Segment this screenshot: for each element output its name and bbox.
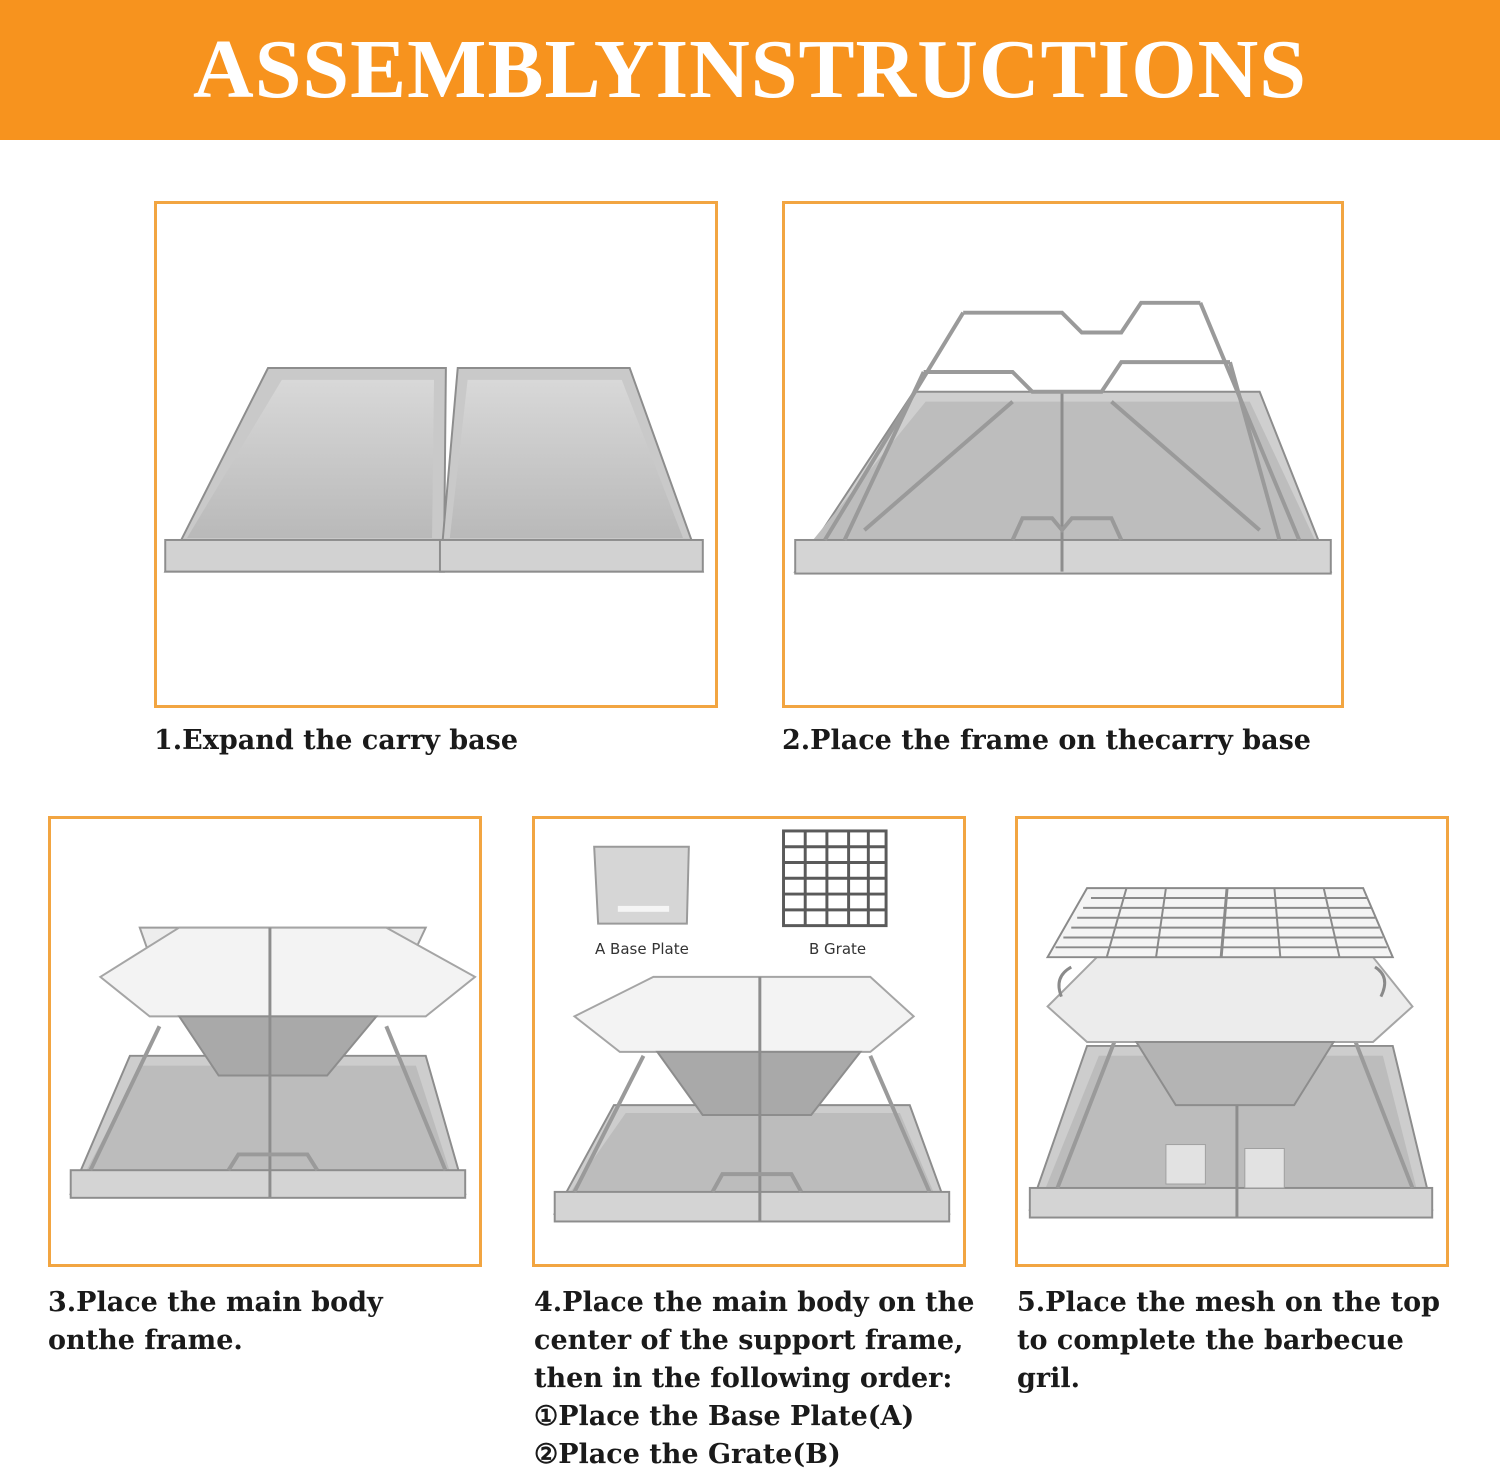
grate-label: B Grate [809,940,867,958]
header-banner [0,0,1500,140]
grate-part [784,831,887,926]
step-1-caption: 1.Expand the carry base [154,725,519,756]
main-body-on-frame-illustration [51,819,479,1264]
step-5-image [1015,816,1449,1267]
completed-grill-illustration [1018,819,1446,1264]
step-4-image [532,816,966,1267]
step-1-image [154,201,718,708]
step-2-image [782,201,1344,708]
step-5-caption: 5.Place the mesh on the top to complete the barbecue gril. [1017,1287,1440,1394]
base-plate-part [594,847,689,924]
step-3-caption: 3.Place the main body onthe frame. [48,1287,383,1356]
frame-on-base-illustration [785,204,1341,705]
step-3-image [48,816,482,1267]
step-4-caption: 4.Place the main body on the center of the support frame, then in the following order: ①Place the Base Plate(A) ②Place the Grate(B) [534,1287,975,1470]
page-title: ASSEMBLYINSTRUCTIONS [193,23,1307,116]
base-plate-label: A Base Plate [595,940,689,958]
carry-base-illustration [157,204,715,705]
step-2-caption: 2.Place the frame on thecarry base [782,725,1311,756]
main-body-with-parts-illustration [535,819,963,1264]
